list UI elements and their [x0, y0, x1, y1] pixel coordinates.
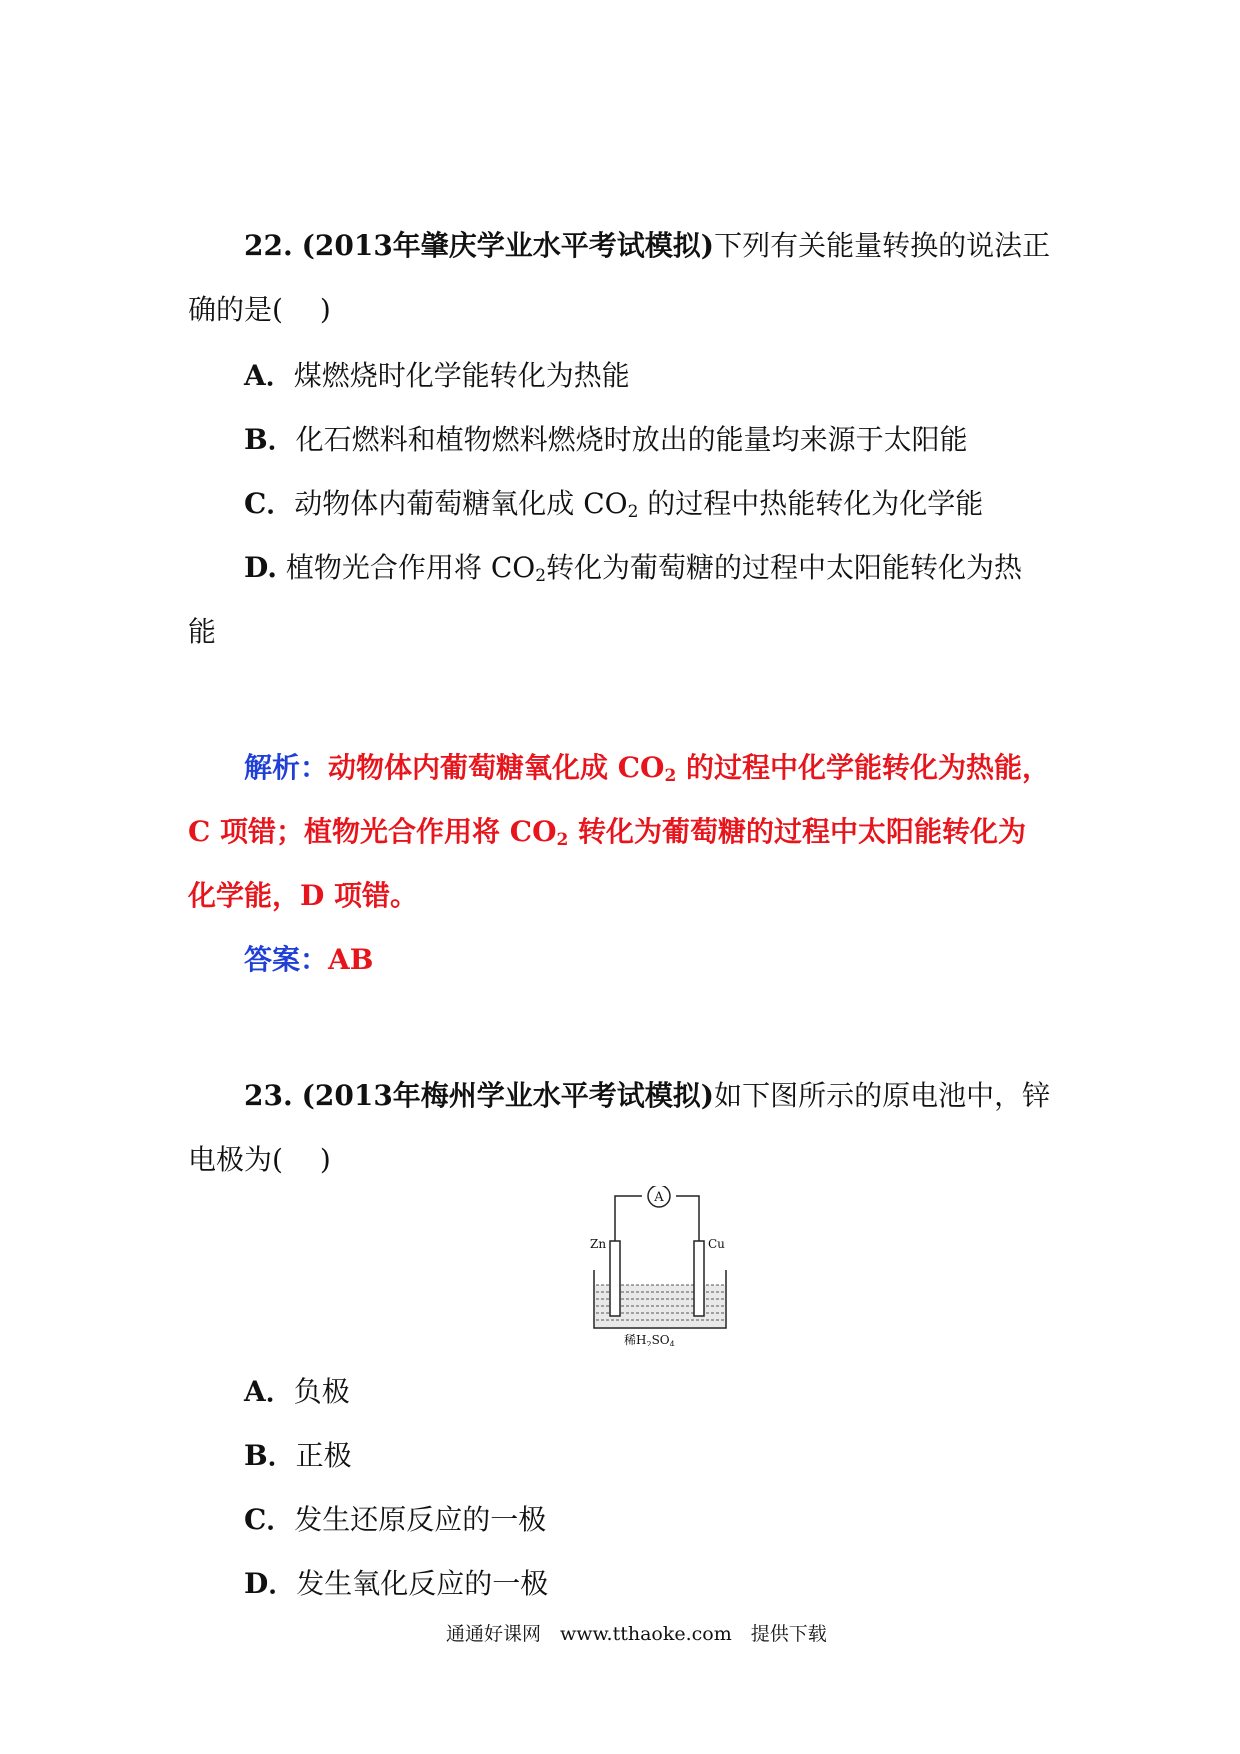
- answer-value: AB: [328, 943, 374, 976]
- q22-analysis-line3: 化学能，D 项错。: [188, 879, 419, 912]
- q23-option-b-label: B．: [244, 1439, 296, 1472]
- q22-option-d: [244, 550, 1022, 594]
- q23-number: 23.: [244, 1079, 293, 1112]
- q22-number: 22.: [244, 229, 293, 262]
- ammeter-label: A: [654, 1190, 664, 1205]
- q22-option-a-text: 煤燃烧时化学能转化为热能: [293, 359, 630, 392]
- zn-electrode: [610, 1241, 620, 1316]
- q22-stem-line1: [244, 228, 1050, 264]
- solution-label: 稀$H_2SO_4$: [624, 1333, 675, 1346]
- q23-option-a: [244, 1374, 350, 1410]
- q23-option-c: [244, 1502, 546, 1538]
- q22-option-c: [244, 486, 983, 530]
- q23-option-d: [244, 1566, 548, 1602]
- q23-option-a-text: 负极: [293, 1375, 350, 1408]
- q22-option-d-text: 植物光合作用将 $CO_2$转化为葡萄糖的过程中太阳能转化为热: [277, 551, 1023, 586]
- q22-option-c-label: C．: [244, 487, 295, 520]
- q23-source: (2013年梅州学业水平考试模拟): [301, 1079, 715, 1112]
- q22-analysis-line1: 解析：动物体内葡萄糖氧化成 $CO_2$ 的过程中化学能转化为热能，: [244, 751, 1051, 786]
- q22-option-d-label: D.: [244, 551, 278, 584]
- answer-label: 答案：: [244, 943, 329, 976]
- cu-electrode: [694, 1241, 704, 1316]
- q22-option-a-label: A．: [244, 359, 294, 392]
- q23-option-a-label: A．: [244, 1375, 294, 1408]
- circuit-wire: [615, 1196, 642, 1243]
- q23-option-d-label: D．: [244, 1567, 297, 1600]
- q22-option-d-continued: 能: [188, 615, 217, 648]
- q23-option-c-label: C．: [244, 1503, 295, 1536]
- q22-option-b-text: 化石燃料和植物燃料燃烧时放出的能量均来源于太阳能: [295, 423, 968, 456]
- q22-option-b: [244, 422, 968, 458]
- galvanic-cell-diagram: [586, 1186, 756, 1346]
- q22-option-a: [244, 358, 630, 394]
- q23-stem-line1: [244, 1078, 1050, 1114]
- q22-option-c-text: 动物体内葡萄糖氧化成 $CO_2$ 的过程中热能转化为化学能: [294, 487, 984, 522]
- q22-source: (2013年肇庆学业水平考试模拟): [301, 229, 715, 262]
- q22-answer: [244, 942, 373, 978]
- q23-option-c-text: 发生还原反应的一极: [294, 1503, 547, 1536]
- zn-label: Zn: [590, 1237, 607, 1251]
- q22-stem-line2: 确的是( ): [188, 293, 331, 326]
- analysis-label: 解析：: [244, 751, 329, 784]
- q22-option-b-label: B．: [244, 423, 296, 456]
- q23-option-d-text: 发生氧化反应的一极: [296, 1567, 549, 1600]
- page-footer: 通通好课网 www.tthaoke.com 提供下载: [446, 1623, 827, 1645]
- q22-analysis-line2: C 项错；植物光合作用将 $CO_2$ 转化为葡萄糖的过程中太阳能转化为: [188, 815, 1027, 850]
- q22-stem-text: 下列有关能量转换的说法正: [714, 229, 1051, 262]
- q23-option-b: [244, 1438, 352, 1474]
- q23-stem-line2: 电极为( ): [188, 1143, 331, 1176]
- q23-option-b-text: 正极: [295, 1439, 352, 1472]
- cu-label: Cu: [708, 1237, 725, 1251]
- circuit-wire-right: [676, 1196, 699, 1243]
- q23-stem-text: 如下图所示的原电池中，锌: [714, 1079, 1051, 1112]
